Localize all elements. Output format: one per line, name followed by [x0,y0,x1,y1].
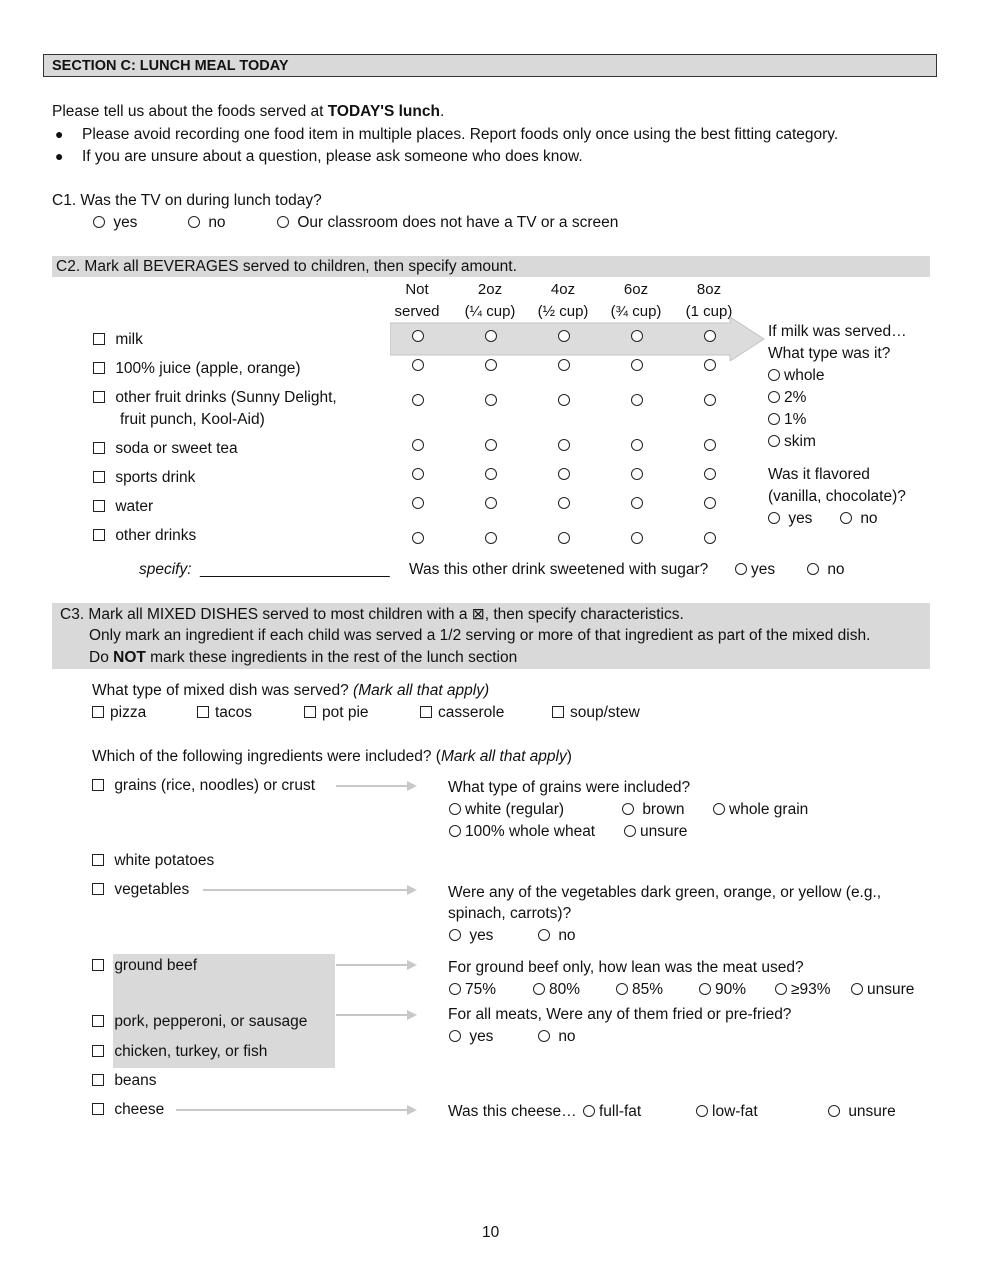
radio-icon[interactable] [449,803,461,815]
dish-tacos[interactable] [197,704,252,722]
milk-question-1: If milk was served… [768,323,907,340]
intro-lead-bold: TODAY'S lunch [327,103,440,120]
milk-type-label: 1% [784,411,807,428]
dish-pot-pie[interactable] [304,704,369,722]
veg-question-2: spinach, carrots)? [448,905,572,922]
amount-radio[interactable] [485,497,497,509]
cheese-label: full-fat [599,1103,642,1120]
c2-row-label: milk [115,331,143,348]
c2-col-header: 6oz [623,281,649,298]
radio-icon[interactable] [696,1105,708,1117]
ingredient-chicken[interactable] [92,1043,267,1061]
amount-radio[interactable] [631,330,643,342]
amount-radio[interactable] [631,394,643,406]
checkbox-icon[interactable] [92,1074,104,1086]
checkbox-icon[interactable] [92,1015,104,1027]
milk-type-2pct[interactable] [768,389,806,407]
ingredient-label: beans [114,1072,157,1089]
ingredients-question-hint: Mark all that apply [440,748,567,765]
radio-icon[interactable] [622,803,634,815]
flavored-question-2: (vanilla, chocolate)? [768,488,906,505]
amount-radio[interactable] [704,330,716,342]
amount-radio[interactable] [412,394,424,406]
checkbox-icon[interactable] [93,391,105,403]
c1-question: C1. Was the TV on during lunch today? [52,192,322,209]
ingredient-label: vegetables [114,881,190,898]
grains-label: unsure [640,823,688,840]
radio-icon[interactable] [828,1105,840,1117]
radio-icon[interactable] [449,825,461,837]
amount-radio[interactable] [412,439,424,451]
radio-icon[interactable] [449,929,461,941]
amount-radio[interactable] [631,532,643,544]
cheese-low-fat[interactable] [696,1103,758,1121]
amount-radio[interactable] [558,359,570,371]
beef-label: 90% [715,981,747,998]
ingredient-grains[interactable] [92,777,315,795]
c1-option-label: yes [113,214,138,231]
ingredient-label: chicken, turkey, or fish [114,1043,268,1060]
c3-instruction-1 [60,605,684,624]
milk-type-skim[interactable] [768,433,816,451]
dish-label: casserole [438,704,505,721]
sweetened-label: no [827,561,845,578]
specify-label-text: specify: [139,561,192,578]
radio-icon[interactable] [807,563,819,575]
c1-option-no-tv[interactable] [277,214,618,232]
fried-no[interactable] [538,1028,576,1046]
cheese-question: Was this cheese… [448,1103,577,1120]
arrow-line [336,785,408,787]
beef-85[interactable] [616,981,663,999]
amount-radio[interactable] [558,394,570,406]
grains-label: white (regular) [465,801,565,818]
beef-80[interactable] [533,981,580,999]
c2-row-label: other fruit drinks (Sunny Delight, [115,389,337,406]
c2-row-fruit-drinks-cont: fruit punch, Kool-Aid) [120,411,265,428]
flavored-label: no [860,510,878,527]
arrow-right-icon [407,885,417,895]
c2-col-header: (¼ cup) [464,303,516,320]
dish-question-text: What type of mixed dish was served? [92,682,354,699]
grains-brown[interactable] [622,801,685,819]
c2-col-header: 2oz [477,281,503,298]
fried-question: For all meats, Were any of them fried or pre-fried? [448,1006,792,1023]
radio-icon[interactable] [538,929,550,941]
c2-row-label: other drinks [115,527,197,544]
checkbox-icon[interactable] [92,706,104,718]
arrow-line [336,1014,408,1016]
grains-question: What type of grains were included? [448,779,691,796]
cheese-label: unsure [848,1103,896,1120]
ingredient-pork[interactable] [92,1013,307,1031]
grains-label: brown [642,801,685,818]
c2-row-juice[interactable] [93,360,301,378]
amount-radio[interactable] [485,330,497,342]
checkbox-icon[interactable] [93,500,105,512]
arrow-line [336,964,408,966]
fried-label: no [558,1028,576,1045]
veg-label: no [558,927,576,944]
amount-radio[interactable] [631,468,643,480]
cheese-unsure[interactable] [828,1103,896,1121]
amount-radio[interactable] [558,468,570,480]
amount-radio[interactable] [485,439,497,451]
flavored-question-1: Was it flavored [768,466,870,483]
c2-row-milk[interactable] [93,331,143,349]
radio-icon[interactable] [851,983,863,995]
ingredient-cheese[interactable] [92,1101,164,1119]
radio-icon[interactable] [533,983,545,995]
c3-instruction-1a: C3. Mark all MIXED DISHES served to most children with a [60,606,472,623]
checkbox-icon[interactable] [93,471,105,483]
arrow-line [176,1109,408,1111]
radio-icon[interactable] [768,391,780,403]
flavored-label: yes [788,510,813,527]
c1-option-no[interactable] [188,214,226,232]
arrow-right-icon [407,1105,417,1115]
checkbox-icon[interactable] [304,706,316,718]
beef-label: 80% [549,981,581,998]
c3-instruction-3a: Do [89,649,114,666]
grains-white[interactable] [449,801,564,819]
dish-soup-stew[interactable] [552,704,640,722]
amount-radio[interactable] [704,468,716,480]
c2-col-header: Not [405,281,429,298]
milk-type-1pct[interactable] [768,411,806,429]
dish-label: pizza [110,704,147,721]
fried-yes[interactable] [449,1028,493,1046]
amount-radio[interactable] [704,394,716,406]
amount-radio[interactable] [704,439,716,451]
ingredient-label: white potatoes [114,852,215,869]
ingredients-question [92,748,572,766]
specify-input[interactable]: ______________________ [200,561,390,578]
c2-row-label: 100% juice (apple, orange) [115,360,301,377]
checkbox-icon[interactable] [92,854,104,866]
beef-90[interactable] [699,981,746,999]
c3-instruction-2: Only mark an ingredient if each child was served a 1/2 serving or more of that ingredient as part of the mixed dish. [89,627,871,644]
grains-label: 100% whole wheat [465,823,596,840]
beef-label: 75% [465,981,497,998]
ingredient-vegetables[interactable] [92,881,189,899]
ingredients-question-text: Which of the following ingredients were included? ( [92,748,441,765]
intro-lead-text: Please tell us about the foods served at [52,103,328,120]
amount-radio[interactable] [485,532,497,544]
amount-radio[interactable] [704,497,716,509]
milk-type-label: 2% [784,389,807,406]
c3-instruction-3b: mark these ingredients in the rest of the lunch section [145,649,518,666]
checkbox-icon[interactable] [92,1103,104,1115]
c2-row-label: water [115,498,154,515]
dish-pizza[interactable] [92,704,146,722]
milk-question-2: What type was it? [768,345,891,362]
amount-radio[interactable] [412,330,424,342]
c2-col-header: (1 cup) [685,303,733,320]
radio-icon[interactable] [840,512,852,524]
amount-radio[interactable] [412,532,424,544]
intro-lead-end: . [439,103,445,120]
amount-radio[interactable] [631,359,643,371]
milk-type-whole[interactable] [768,367,825,385]
ingredient-label: grains (rice, noodles) or crust [114,777,316,794]
intro-bullet-2: If you are unsure about a question, please ask someone who does know. [82,148,583,165]
intro-lead [52,103,444,121]
radio-icon[interactable] [735,563,747,575]
c2-row-label: soda or sweet tea [115,440,238,457]
radio-icon[interactable] [699,983,711,995]
sweetened-question: Was this other drink sweetened with sugar? [409,561,709,578]
beef-75[interactable] [449,981,496,999]
ingredient-label: ground beef [114,957,198,974]
dish-label: tacos [215,704,253,721]
amount-radio[interactable] [704,532,716,544]
amount-radio[interactable] [558,330,570,342]
section-header: SECTION C: LUNCH MEAL TODAY [43,54,937,77]
checkbox-icon[interactable] [93,362,105,374]
intro-bullet-1: Please avoid recording one food item in multiple places. Report foods only once using the best fitting category. [82,126,839,143]
veg-question-1: Were any of the vegetables dark green, orange, or yellow (e.g., [448,884,882,901]
c2-question: C2. Mark all BEVERAGES served to children, then specify amount. [56,258,517,275]
c3-instruction-1b: , then specify characteristics. [484,606,684,623]
radio-icon[interactable] [768,435,780,447]
beef-93[interactable] [775,981,831,999]
radio-icon[interactable] [449,1030,461,1042]
c2-col-header: 8oz [696,281,722,298]
grains-unsure[interactable] [624,823,687,841]
c1-option-label: Our classroom does not have a TV or a screen [297,214,619,231]
beef-question: For ground beef only, how lean was the meat used? [448,959,804,976]
radio-icon[interactable] [768,369,780,381]
radio-icon[interactable] [624,825,636,837]
page-number: 10 [482,1224,500,1241]
amount-radio[interactable] [558,439,570,451]
amount-radio[interactable] [412,359,424,371]
amount-radio[interactable] [631,497,643,509]
c2-col-header: served [394,303,440,320]
amount-radio[interactable] [558,532,570,544]
flavored-yes[interactable] [768,510,812,528]
beef-label: ≥93% [791,981,831,998]
fried-label: yes [469,1028,494,1045]
sweetened-no[interactable] [807,561,845,579]
checkbox-icon[interactable] [93,333,105,345]
c2-col-header: (½ cup) [537,303,589,320]
dish-label: pot pie [322,704,369,721]
ingredient-label: pork, pepperoni, or sausage [114,1013,308,1030]
c2-row-water[interactable] [93,498,153,516]
ingredient-white-potatoes[interactable] [92,852,214,870]
c3-instruction-3 [89,649,517,667]
beef-label: 85% [632,981,664,998]
amount-radio[interactable] [558,497,570,509]
radio-icon[interactable] [768,413,780,425]
amount-radio[interactable] [412,468,424,480]
arrow-right-icon [407,781,417,791]
specify-label [139,561,192,579]
radio-icon[interactable] [449,983,461,995]
checkbox-icon[interactable] [92,779,104,791]
veg-label: yes [469,927,494,944]
radio-icon[interactable] [713,803,725,815]
radio-icon[interactable] [277,216,289,228]
radio-icon[interactable] [616,983,628,995]
c3-instruction-3-bold: NOT [113,649,146,666]
sweetened-yes[interactable] [735,561,775,579]
beef-unsure[interactable] [851,981,914,999]
radio-icon[interactable] [583,1105,595,1117]
ingredient-ground-beef[interactable] [92,957,197,975]
radio-icon[interactable] [188,216,200,228]
arrow-right-icon [407,1010,417,1020]
amount-radio[interactable] [412,497,424,509]
radio-icon[interactable] [538,1030,550,1042]
c2-row-fruit-drinks[interactable] [93,389,337,407]
radio-icon[interactable] [775,983,787,995]
beef-label: unsure [867,981,915,998]
checkbox-icon[interactable] [420,706,432,718]
ingredients-question-end: ) [566,748,572,765]
grains-label: whole grain [729,801,809,818]
c1-option-yes[interactable] [93,214,137,232]
c1-option-label: no [208,214,226,231]
amount-radio[interactable] [485,394,497,406]
c2-col-header: (¾ cup) [610,303,662,320]
checkbox-icon[interactable] [93,442,105,454]
radio-icon[interactable] [768,512,780,524]
amount-radio[interactable] [631,439,643,451]
checkbox-icon[interactable] [552,706,564,718]
grains-whole-grain[interactable] [713,801,808,819]
c2-row-sports[interactable] [93,469,195,487]
checkbox-icon[interactable] [93,529,105,541]
cheese-full-fat[interactable] [583,1103,641,1121]
dish-casserole[interactable] [420,704,504,722]
arrow-line [203,889,408,891]
sweetened-label: yes [751,561,776,578]
bullet-icon: ● [55,126,64,142]
bullet-icon: ● [55,148,64,164]
flavored-no[interactable] [840,510,878,528]
ingredient-beans[interactable] [92,1072,157,1090]
dish-label: soup/stew [570,704,640,721]
amount-radio[interactable] [485,468,497,480]
milk-type-label: whole [784,367,825,384]
checkbox-icon[interactable] [92,883,104,895]
checkbox-icon[interactable] [92,959,104,971]
grains-whole-wheat[interactable] [449,823,595,841]
amount-radio[interactable] [485,359,497,371]
dish-question-hint: (Mark all that apply) [353,682,490,699]
checkbox-icon[interactable] [197,706,209,718]
amount-radio[interactable] [704,359,716,371]
ingredient-label: cheese [114,1101,165,1118]
c2-col-header: 4oz [550,281,576,298]
dish-question [92,682,489,700]
c2-row-other[interactable] [93,527,196,545]
veg-no[interactable] [538,927,576,945]
veg-yes[interactable] [449,927,493,945]
radio-icon[interactable] [93,216,105,228]
checkbox-icon[interactable] [92,1045,104,1057]
c2-row-soda[interactable] [93,440,238,458]
milk-type-label: skim [784,433,816,450]
arrow-right-icon [407,960,417,970]
checked-box-icon: ⊠ [471,606,485,623]
cheese-label: low-fat [712,1103,758,1120]
c2-row-label: sports drink [115,469,196,486]
